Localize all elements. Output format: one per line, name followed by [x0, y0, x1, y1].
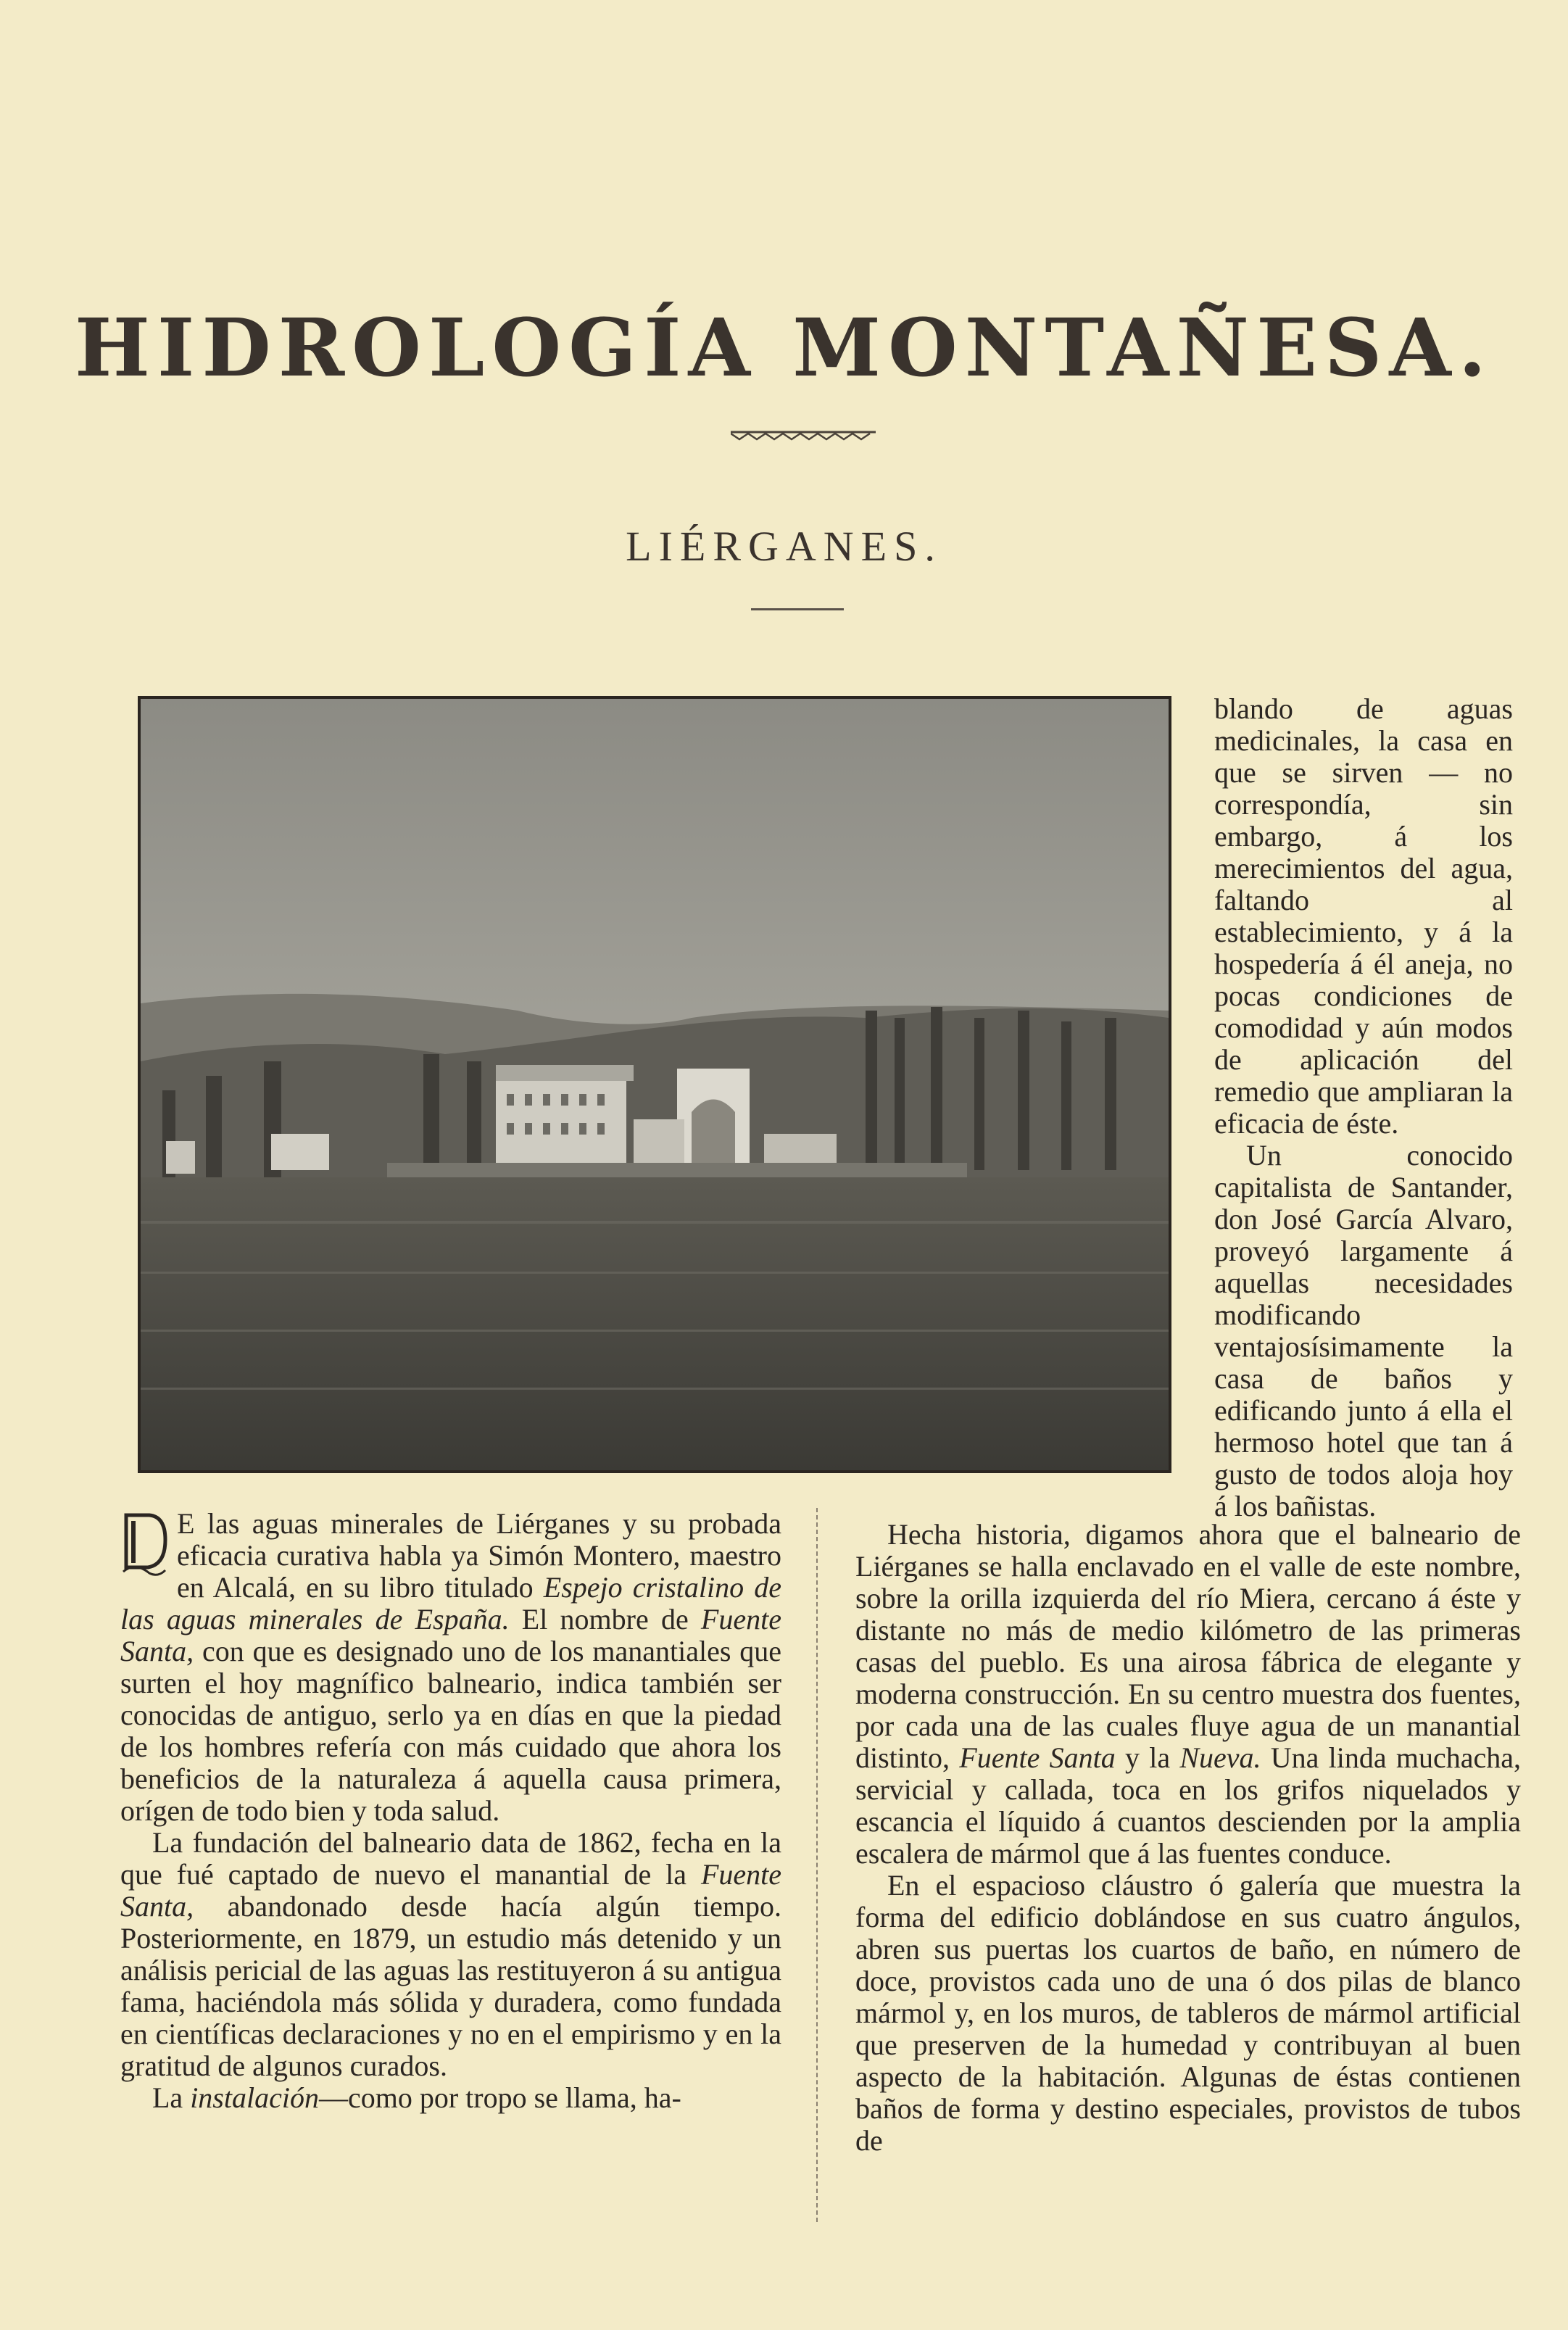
paragraph: La fundación del balneario data de 1862, fecha en la que fué captado de nuevo el manantial de la Fuente Santa, abandonado desde hacía algún tiempo. Posteriormente, en 1879, un estudio más detenido y un análisis pericial de las aguas las restituyeron á su antigua fama, haciéndola más sólida y duradera, como fundada en científicas declaraciones y no en el empirismo y en la gratitud de algunos curados. — [120, 1826, 781, 2082]
paragraph: blando de aguas medicinales, la casa en que se sirven — no correspondía, sin embargo, á los merecimientos del agua, faltando al establecimiento, y á la hospedería á él aneja, no pocas condiciones de comodidad y aún modos de aplicación del remedio que ampliaran la eficacia de éste. — [1214, 692, 1513, 1140]
article-subtitle: LIÉRGANES. — [626, 523, 942, 570]
subtitle-rule — [751, 608, 844, 610]
text-column-right — [855, 1519, 1521, 2157]
paragraph: Hecha historia, digamos ahora que el balneario de Liérganes se halla enclavado en el valle de este nombre, sobre la orilla izquierda del río Miera, cercano á éste y distante no más de medio kilómetro de las primeras casas del pueblo. Es una airosa fábrica de elegante y moderna construcción. En su centro muestra dos fuentes, por cada una de las cuales fluye agua de un manantial distinto, Fuente Santa y la Nueva. Una linda muchacha, servicial y callada, toca en los grifos niquelados y escancia el líquido á cuantos descienden por la amplia escalera de mármol que á las fuentes conduce. — [855, 1518, 1522, 1870]
text-column-right-top — [1214, 693, 1513, 1522]
ornament-divider-icon — [731, 429, 876, 444]
column-divider — [816, 1508, 818, 2222]
landscape-photo-icon — [141, 699, 1169, 1470]
page-title: HIDROLOGÍA MONTAÑESA. — [74, 301, 1493, 394]
dropcap-d-icon — [120, 1511, 168, 1577]
balneario-photo — [138, 696, 1171, 1473]
paragraph-intro: E las aguas minerales de Liérganes y su probada eficacia curativa habla ya Simón Montero, maestro en Alcalá, en su libro titulado Espejo cristalino de las aguas minerales de España. El nombre de Fuente Santa, con que es designado uno de los manantiales que surten el hoy magnífico balneario, indica también ser conocidas de antiguo, serlo ya en días en que la piedad de los hombres refería con más cuidado que ahora los beneficios de la naturaleza á aquella causa primera, orígen de todo bien y toda salud. — [120, 1507, 781, 1827]
paragraph: En el espacioso cláustro ó galería que muestra la forma del edificio doblándose en sus cuatro ángulos, abren sus puertas los cuartos de baño, en número de doce, provistos cada uno de una ó dos pilas de blanco mármol y, en los muros, de tableros de mármol artificial que preserven de la humedad y contribuyan al buen aspecto de la habitación. Algunas de éstas contienen baños de forma y destino especiales, provistos de tubos de — [855, 1869, 1521, 2157]
paragraph: Un conocido capitalista de Santander, don José García Alvaro, proveyó largamente á aquellas necesidades modificando ventajosísimamente la casa de baños y edificando junto á ella el hermoso hotel que tan á gusto de todos aloja hoy á los bañistas. — [1214, 1139, 1513, 1522]
paragraph: La instalación—como por tropo se llama, ha- — [152, 2081, 681, 2114]
text-column-left — [120, 1508, 781, 2114]
